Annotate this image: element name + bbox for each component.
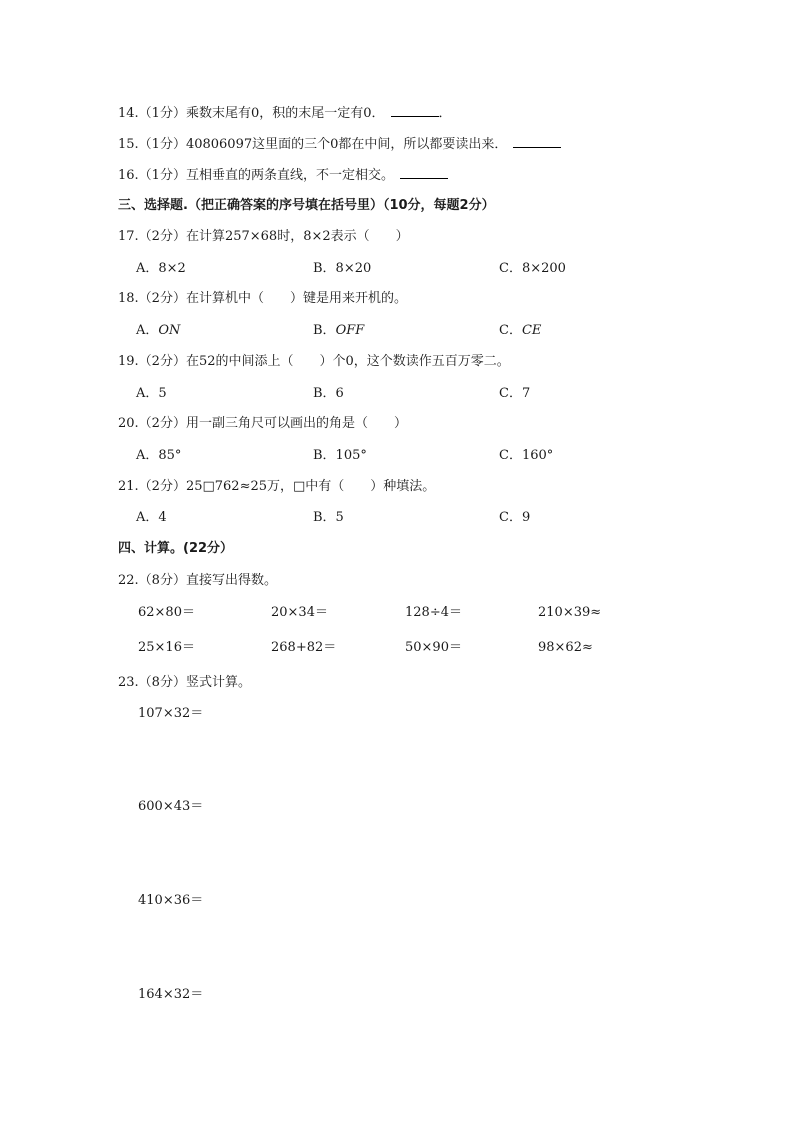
- option-19-a[interactable]: A．5: [136, 386, 167, 401]
- option-21-c[interactable]: C．9: [499, 510, 531, 525]
- vertical-calc-1: 107×32＝: [138, 706, 204, 721]
- question-18: 18.（2分）在计算机中（ ）键是用来开机的。: [118, 291, 407, 306]
- question-22: 22.（8分）直接写出得数。: [118, 573, 277, 588]
- question-14-end: ．: [438, 106, 452, 121]
- option-18-b-value: OFF: [335, 323, 365, 338]
- question-16: [118, 166, 448, 185]
- option-19-c[interactable]: C．7: [499, 386, 531, 401]
- question-14-text: 14.（1分）乘数末尾有0，积的末尾一定有0．: [118, 106, 385, 121]
- option-18-a-label: A．: [136, 323, 159, 338]
- question-15-text: 15.（1分）40806097这里面的三个0都在中间，所以都要读出来．: [118, 137, 508, 152]
- section-4-heading: 四、计算。(22分）: [118, 541, 234, 556]
- question-23: 23.（8分）竖式计算。: [118, 675, 251, 690]
- mental-calc-6: 268+82＝: [271, 640, 337, 655]
- question-14: [118, 104, 452, 123]
- mental-calc-5: 25×16＝: [138, 640, 195, 655]
- question-16-text: 16.（1分）互相垂直的两条直线，不一定相交。: [118, 168, 394, 183]
- vertical-calc-4: 164×32＝: [138, 987, 204, 1002]
- mental-calc-7: 50×90＝: [405, 640, 462, 655]
- option-18-c-label: C．: [499, 323, 522, 338]
- option-20-c[interactable]: C．160°: [499, 448, 554, 463]
- question-21: 21.（2分）25□762≈25万，□中有（ ）种填法。: [118, 479, 436, 494]
- answer-blank-14[interactable]: [391, 104, 439, 117]
- answer-blank-15[interactable]: [513, 135, 561, 148]
- vertical-calc-2: 600×43＝: [138, 799, 204, 814]
- option-18-b-label: B．: [313, 323, 336, 338]
- option-21-b[interactable]: B．5: [313, 510, 344, 525]
- option-18-b[interactable]: [313, 322, 364, 340]
- answer-blank-16[interactable]: [400, 166, 448, 179]
- option-18-a-value: ON: [158, 323, 181, 338]
- question-15: [118, 135, 561, 154]
- question-17: 17.（2分）在计算257×68时，8×2表示（ ）: [118, 229, 409, 244]
- mental-calc-8: 98×62≈: [538, 640, 593, 655]
- mental-calc-3: 128÷4＝: [405, 605, 462, 620]
- vertical-calc-3: 410×36＝: [138, 893, 204, 908]
- question-19: 19.（2分）在52的中间添上（ ）个0，这个数读作五百万零二。: [118, 354, 510, 369]
- option-17-b[interactable]: B．8×20: [313, 261, 372, 276]
- option-18-c[interactable]: [499, 322, 541, 340]
- mental-calc-1: 62×80＝: [138, 605, 195, 620]
- mental-calc-2: 20×34＝: [271, 605, 328, 620]
- option-21-a[interactable]: A．4: [136, 510, 167, 525]
- option-17-c[interactable]: C．8×200: [499, 261, 566, 276]
- mental-calc-4: 210×39≈: [538, 605, 602, 620]
- option-18-c-value: CE: [521, 323, 542, 338]
- question-20: 20.（2分）用一副三角尺可以画出的角是（ ）: [118, 416, 407, 431]
- section-3-heading: 三、选择题.（把正确答案的序号填在括号里）（10分，每题2分）: [118, 198, 495, 213]
- option-20-a[interactable]: A．85°: [136, 448, 182, 463]
- option-20-b[interactable]: B．105°: [313, 448, 367, 463]
- option-18-a[interactable]: [136, 322, 180, 340]
- option-17-a[interactable]: A．8×2: [136, 261, 186, 276]
- option-19-b[interactable]: B．6: [313, 386, 344, 401]
